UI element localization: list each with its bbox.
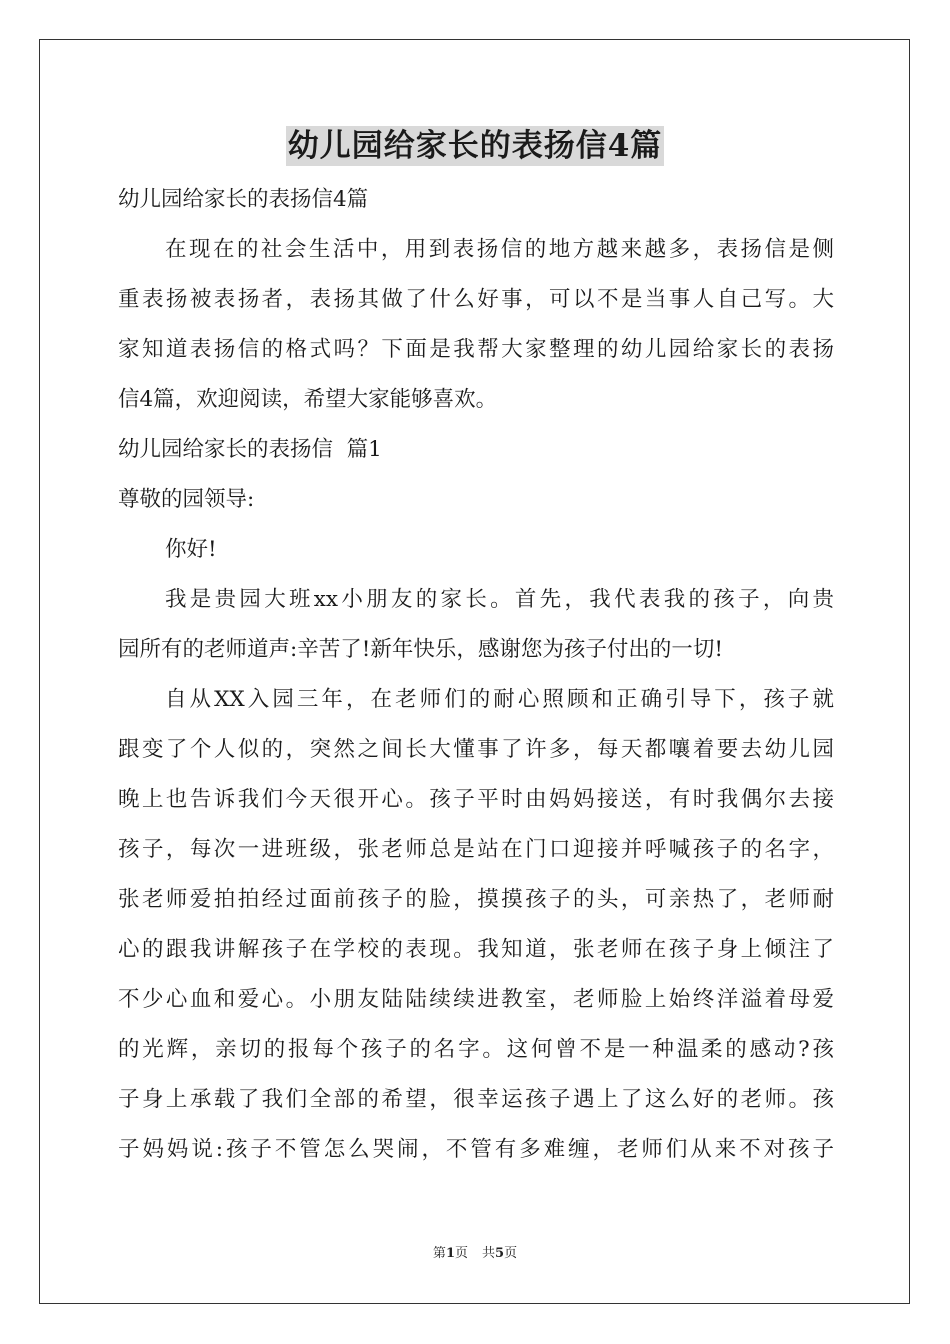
total-pages-number: 5 [495,1246,505,1261]
salutation: 尊敬的园领导: [118,487,255,512]
letter-paragraph-line: 跟变了个人似的，突然之间长大懂事了许多，每天都嚷着要去幼儿园 [118,737,834,762]
letter-paragraph-line: 我是贵园大班xx小朋友的家长。首先，我代表我的孩子，向贵 [165,587,834,612]
section-heading: 幼儿园给家长的表扬信 篇1 [118,437,382,462]
letter-paragraph-line: 子身上承载了我们全部的希望，很幸运孩子遇上了这么好的老师。孩 [118,1087,834,1112]
page-number-suffix: 页 [454,1246,468,1261]
letter-paragraph-line: 晚上也告诉我们今天很开心。孩子平时由妈妈接送，有时我偶尔去接 [118,787,834,812]
intro-paragraph-line: 重表扬被表扬者，表扬其做了什么好事，可以不是当事人自己写。大 [118,287,834,312]
title-container [0,126,950,166]
letter-paragraph-line: 张老师爱拍拍经过面前孩子的脸，摸摸孩子的头，可亲热了，老师耐 [118,887,834,912]
document-title: 幼儿园给家长的表扬信4篇 [287,128,663,164]
letter-paragraph-line: 的光辉，亲切的报每个孩子的名字。这何曾不是一种温柔的感动?孩 [118,1037,834,1062]
total-pages-prefix: 共 [482,1246,496,1261]
letter-paragraph-line: 心的跟我讲解孩子在学校的表现。我知道，张老师在孩子身上倾注了 [118,937,834,962]
document-body [118,180,834,1180]
total-pages-suffix: 页 [504,1246,518,1261]
letter-paragraph-line: 不少心血和爱心。小朋友陆陆续续进教室，老师脸上始终洋溢着母爱 [118,987,834,1012]
intro-paragraph-line: 在现在的社会生活中，用到表扬信的地方越来越多，表扬信是侧 [165,237,834,262]
current-page-number: 1 [445,1246,455,1261]
page-number-prefix: 第 [432,1246,446,1261]
subtitle-line: 幼儿园给家长的表扬信4篇 [118,187,369,212]
page-footer [0,1244,950,1264]
greeting: 你好! [165,537,217,562]
letter-paragraph-line: 子妈妈说:孩子不管怎么哭闹，不管有多难缠，老师们从来不对孩子 [118,1137,834,1162]
intro-paragraph-line: 家知道表扬信的格式吗？下面是我帮大家整理的幼儿园给家长的表扬 [118,337,834,362]
letter-paragraph-line: 自从XX入园三年，在老师们的耐心照顾和正确引导下，孩子就 [165,687,834,712]
letter-paragraph-line: 园所有的老师道声:辛苦了!新年快乐，感谢您为孩子付出的一切! [118,637,724,662]
intro-paragraph-line: 信4篇，欢迎阅读，希望大家能够喜欢。 [118,387,498,412]
letter-paragraph-line: 孩子，每次一进班级，张老师总是站在门口迎接并呼喊孩子的名字， [118,837,834,862]
